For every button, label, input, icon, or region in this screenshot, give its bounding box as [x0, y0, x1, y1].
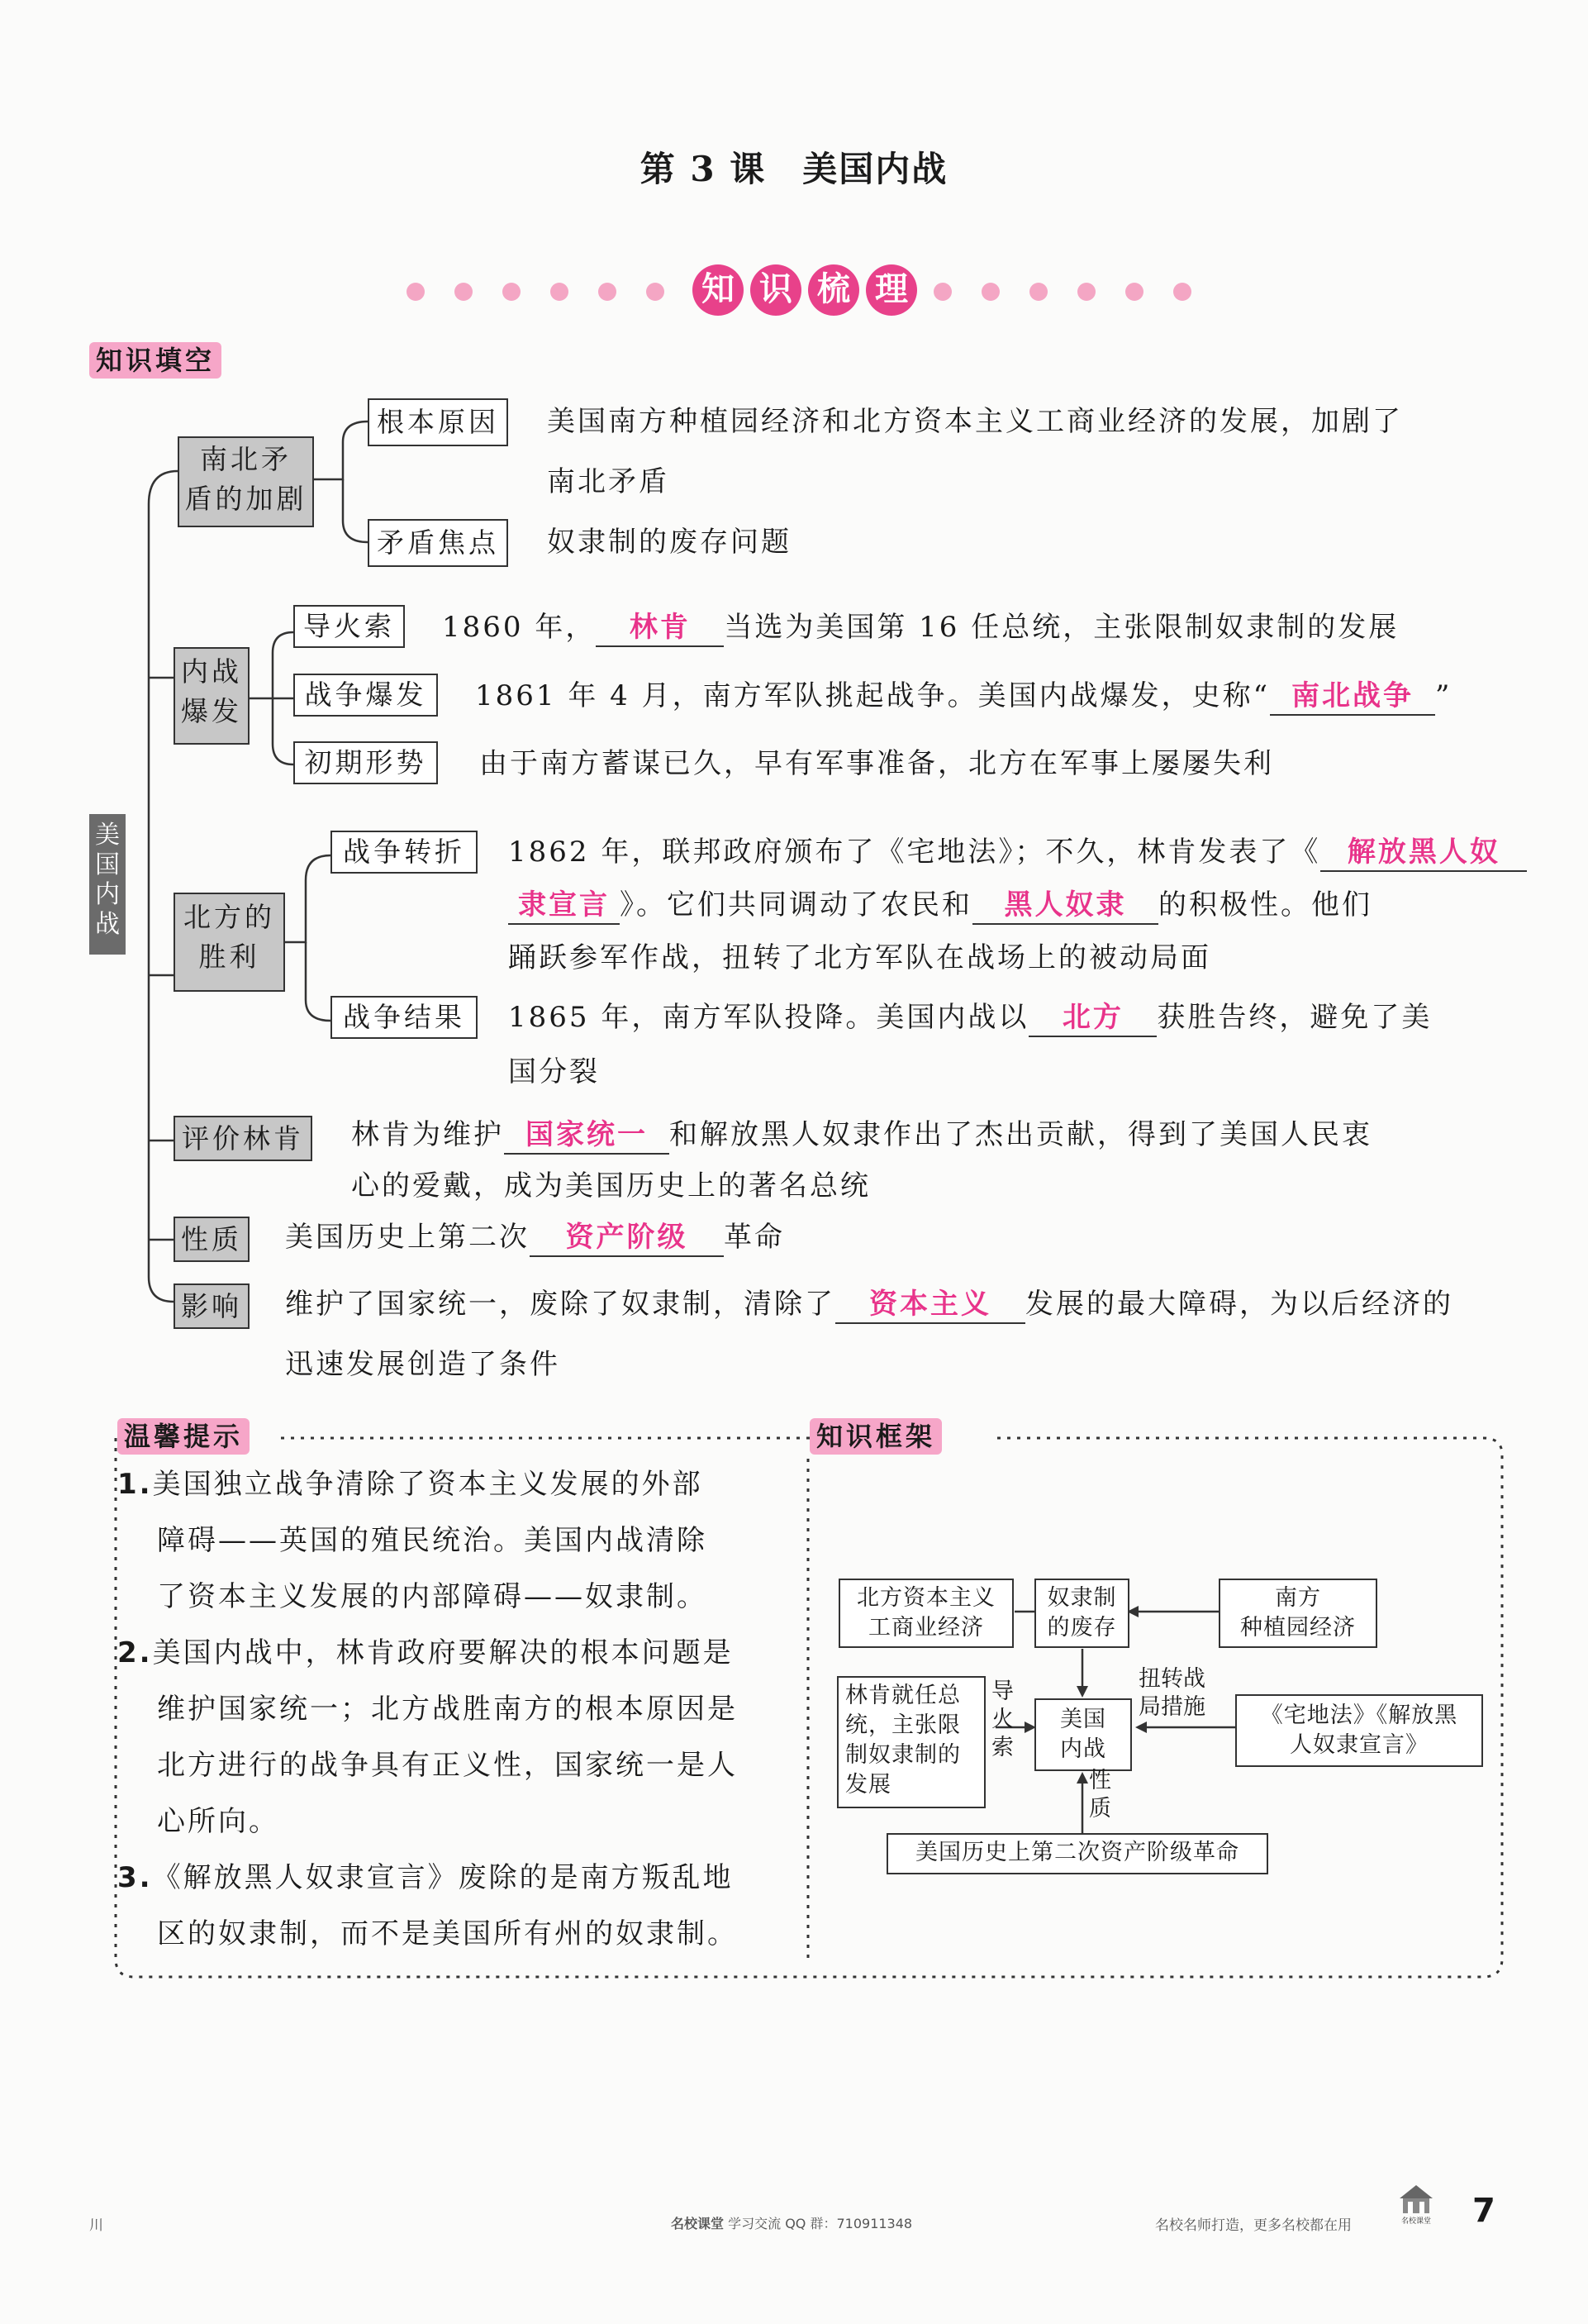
- evaluate-text-line1: 林肯为维护 国家统一 和解放黑人奴隶作出了杰出贡献，得到了美国人民衷: [351, 1106, 1372, 1164]
- tip-1: 1.美国独立战争清除了资本主义发展的外部 障碍——英国的殖民统治。美国内战清除 了资本主义发展的内部障碍——奴隶制。: [117, 1468, 707, 1613]
- nature-text: 美国历史上第二次 资产阶级 革命: [285, 1208, 785, 1266]
- answer-capitalism: 资本主义: [835, 1286, 1025, 1324]
- root-cause-text-line2: 南北矛盾: [547, 465, 669, 498]
- turning-text-line1: 1862 年，联邦政府颁布了《宅地法》；不久，林肯发表了《 解放黑人奴: [508, 823, 1527, 881]
- section-fill-tag: 知识填空: [89, 342, 221, 379]
- turning-label: 战争转折: [330, 831, 478, 874]
- brand-logo-icon: 名校课堂: [1395, 2182, 1438, 2226]
- result-label: 战争结果: [330, 996, 478, 1039]
- answer-proclamation-b: 隶宣言: [508, 887, 620, 925]
- branch-evaluate-label: 评价林肯: [174, 1116, 312, 1161]
- root-cause-label: 根本原因: [368, 398, 508, 446]
- lesson-title: 第 3 课 美国内战: [639, 149, 949, 189]
- branch-outbreak-label: 内战 爆发: [174, 647, 250, 745]
- result-text-line1: 1865 年，南方军队投降。美国内战以 北方 获胜告终，避免了美: [508, 988, 1432, 1046]
- fw-south-economy: 南方 种植园经济: [1219, 1579, 1377, 1648]
- page-number: 7: [1472, 2192, 1495, 2230]
- turning-text-line2: 隶宣言 》。它们共同调动了农民和 黑人奴隶 的积极性。他们: [508, 876, 1372, 934]
- footer-right: 名校名师打造，更多名校都在用: [1155, 2217, 1352, 2234]
- fw-slavery: 奴隶制 的废存: [1034, 1579, 1129, 1648]
- fw-lincoln: 林肯就任总 统，主张限 制奴隶制的 发展: [837, 1676, 986, 1808]
- fw-nature-label: 性 质: [1089, 1768, 1111, 1822]
- root-cause-text-line1: 美国南方种植园经济和北方资本主义工商业经济的发展，加剧了: [547, 405, 1403, 438]
- banner-char-2: 识: [750, 264, 801, 316]
- footer-left: 川: [89, 2217, 103, 2234]
- tips-list: [117, 1456, 795, 1962]
- fw-revolution: 美国历史上第二次资产阶级革命: [887, 1833, 1268, 1874]
- turning-text-line3: 踊跃参军作战，扭转了北方军队在战场上的被动局面: [508, 941, 1211, 974]
- answer-bourgeois: 资产阶级: [530, 1219, 724, 1257]
- answer-lincoln: 林肯: [596, 609, 724, 647]
- banner-char-1: 知: [692, 264, 744, 316]
- fw-laws: 《宅地法》《解放黑 人奴隶宣言》: [1235, 1694, 1483, 1767]
- tip-3: 3.《解放黑人奴隶宣言》废除的是南方叛乱地 区的奴隶制，而不是美国所有州的奴隶制。: [117, 1861, 738, 1950]
- focus-label: 矛盾焦点: [368, 519, 508, 567]
- fw-fuse-label: 导 火 索: [991, 1679, 1014, 1760]
- early-text: 由于南方蓄谋已久，早有军事准备，北方在军事上屡屡失利: [479, 747, 1274, 780]
- focus-text: 奴隶制的废存问题: [547, 526, 792, 559]
- outbreak-text: 1861 年 4 月，南方军队挑起战争。美国内战爆发，史称“ 南北战争 ”: [475, 667, 1452, 725]
- fuse-label: 导火索: [293, 605, 405, 648]
- fw-turn-label: 扭转战 局措施: [1139, 1666, 1205, 1720]
- early-label: 初期形势: [293, 741, 438, 784]
- outbreak-label: 战争爆发: [293, 674, 438, 717]
- footer-center: 名校课堂 学习交流 QQ 群：710911348: [671, 2216, 913, 2231]
- branch-victory-label: 北方的 胜利: [174, 893, 285, 992]
- result-text-line2: 国分裂: [508, 1055, 600, 1088]
- answer-north: 北方: [1029, 999, 1157, 1037]
- answer-proclamation-a: 解放黑人奴: [1320, 834, 1527, 872]
- answer-slaves: 黑人奴隶: [972, 887, 1158, 925]
- banner-char-4: 理: [866, 264, 917, 316]
- tip-2: 2.美国内战中，林肯政府要解决的根本问题是 维护国家统一；北方战胜南方的根本原因是 北方进行的战争具有正义性，国家统一是人 心所向。: [117, 1636, 738, 1838]
- fuse-text: 1860 年， 林肯 当选为美国第 16 任总统，主张限制奴隶制的发展: [442, 598, 1399, 656]
- branch-conflict-label: 南北矛 盾的加剧: [178, 436, 314, 527]
- fw-civil-war: 美国 内战: [1034, 1698, 1132, 1771]
- framework-tag: 知识框架: [810, 1418, 942, 1455]
- branch-nature-label: 性质: [174, 1217, 250, 1262]
- branch-impact-label: 影响: [174, 1283, 250, 1329]
- evaluate-text-line2: 心的爱戴，成为美国历史上的著名总统: [351, 1169, 871, 1202]
- impact-text-line2: 迅速发展创造了条件: [285, 1348, 560, 1381]
- side-label: 美 国 内 战: [89, 814, 126, 955]
- answer-civil-war: 南北战争: [1270, 678, 1435, 716]
- fw-north-economy: 北方资本主义 工商业经济: [839, 1579, 1014, 1648]
- tips-tag: 温馨提示: [117, 1418, 250, 1455]
- banner-char-3: 梳: [808, 264, 859, 316]
- answer-unity: 国家统一: [504, 1117, 669, 1155]
- impact-text-line1: 维护了国家统一，废除了奴隶制，清除了 资本主义 发展的最大障碍，为以后经济的: [285, 1275, 1453, 1333]
